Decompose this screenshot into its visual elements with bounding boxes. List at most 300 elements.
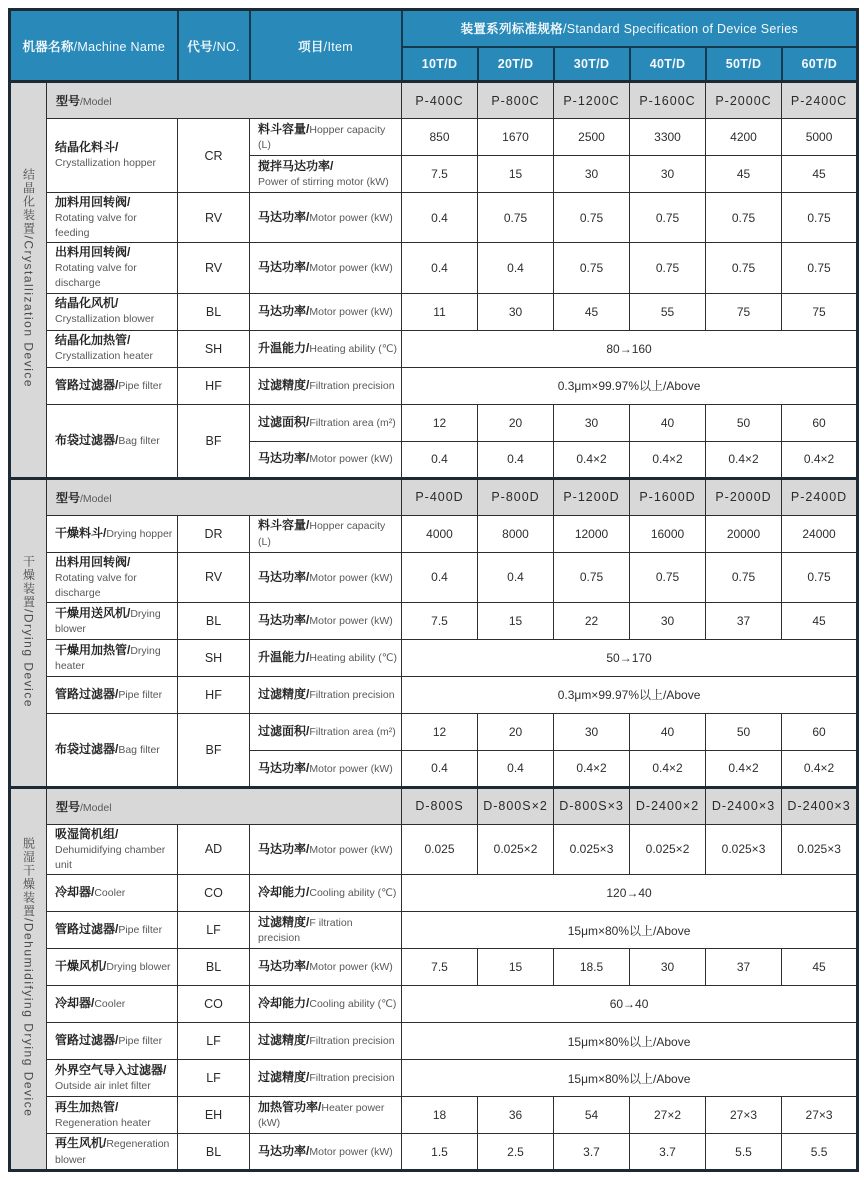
value-cell: 20 [478,404,554,441]
value-cell: 55 [630,293,706,330]
item-cell [250,441,402,478]
item-label-en: Filtration area (m²) [309,726,396,739]
model-label-en: /Model [80,801,112,814]
model-label-zh: 型号 [56,799,81,814]
machine-name-cell [47,330,178,367]
item-cell [250,750,402,787]
value-cell: 0.4×2 [630,441,706,478]
machine-name-zh: 出料用回转阀/ [55,245,131,260]
value-cell: 850 [402,119,478,156]
value-cell: 50 [706,404,782,441]
value-cell: 45 [706,156,782,193]
value-cell: 0.025×2 [630,824,706,874]
machine-name-cell [47,875,178,912]
machine-name-en: Crystallization blower [55,313,155,326]
model-row [10,787,858,824]
table-row [10,293,858,330]
machine-code-cell: BF [178,404,250,478]
machine-name-en: Drying heater [55,644,161,672]
model-cell: D-2400×3 [706,787,782,824]
machine-name-zh: 管路过滤器/ [55,922,119,937]
table-row [10,243,858,293]
value-cell: 27×3 [706,1097,782,1134]
table-row [10,986,858,1023]
item-label-zh: 冷却能力/ [258,996,310,1011]
series-column-header: 40T/D [630,47,706,82]
machine-name-zh: 冷却器/ [55,996,95,1011]
value-cell: 2500 [554,119,630,156]
model-cell: P-400D [402,478,478,515]
value-cell: 27×3 [782,1097,858,1134]
machine-name-en: Rotating valve for discharge [55,262,137,290]
header-machine-name-en: /Machine Name [73,39,166,54]
value-cell: 0.4×2 [630,750,706,787]
machine-name-zh: 冷却器/ [55,885,95,900]
item-cell [250,1023,402,1060]
machine-name-zh: 干燥用加热管/ [55,642,131,657]
item-label-en: Motor power (kW) [309,615,393,628]
item-label-en: Motor power (kW) [309,1145,393,1158]
spec-table [8,8,859,1172]
value-cell: 0.75 [782,243,858,293]
item-label-en: Hopper capacity (L) [258,520,386,548]
item-label-zh: 过滤精度/ [258,1033,310,1048]
section-side-strip [10,82,47,479]
value-cell: 40 [630,713,706,750]
model-label-cell [47,787,402,824]
value-cell: 30 [554,404,630,441]
header-machine-name [10,10,178,82]
value-cell: 3300 [630,119,706,156]
value-cell: 0.4×2 [706,750,782,787]
machine-name-cell [47,404,178,478]
machine-code-cell: HF [178,367,250,404]
machine-code-cell: RV [178,552,250,602]
machine-name-en: Drying hopper [106,527,173,540]
value-cell: 0.4 [478,441,554,478]
table-row [10,515,858,552]
value-cell: 0.75 [706,552,782,602]
value-cell: 0.75 [782,193,858,243]
model-cell: P-2400D [782,478,858,515]
item-label-en: Motor power (kW) [309,762,393,775]
machine-name-zh: 出料用回转阀/ [55,554,131,569]
machine-name-cell [47,639,178,676]
model-cell: P-1200D [554,478,630,515]
table-row [10,639,858,676]
value-cell: 5.5 [782,1134,858,1171]
machine-code-cell: CO [178,875,250,912]
item-label-en: Filtration precision [309,689,395,702]
value-cell: 75 [706,293,782,330]
item-label-en: Motor power (kW) [309,212,393,225]
model-cell: P-1200C [554,82,630,119]
table-row [10,875,858,912]
header-no-zh: 代号 [187,39,213,54]
value-cell: 2.5 [478,1134,554,1171]
machine-code-cell: RV [178,243,250,293]
item-cell [250,156,402,193]
machine-code-cell: BL [178,1134,250,1171]
machine-code-cell: RV [178,193,250,243]
value-cell: 5000 [782,119,858,156]
item-cell [250,552,402,602]
value-cell: 18 [402,1097,478,1134]
value-cell: 37 [706,602,782,639]
header-item [250,10,402,82]
machine-code-cell: HF [178,676,250,713]
model-label-en: /Model [80,492,112,505]
value-cell: 0.4×2 [554,441,630,478]
merged-value-cell: 0.3μm×99.97%以上/Above [402,367,858,404]
merged-value-cell: 15μm×80%以上/Above [402,912,858,949]
value-cell: 0.4 [478,552,554,602]
header-series-title-zh: 装置系列标准规格 [460,22,563,37]
value-cell: 50 [706,713,782,750]
item-cell [250,639,402,676]
value-cell: 0.4 [402,243,478,293]
value-cell: 12 [402,404,478,441]
machine-name-en: Crystallization heater [55,350,154,363]
table-row [10,1134,858,1171]
value-cell: 75 [782,293,858,330]
value-cell: 0.4 [402,750,478,787]
item-cell [250,1060,402,1097]
item-cell [250,404,402,441]
machine-code-cell: BL [178,949,250,986]
machine-name-cell [47,515,178,552]
machine-name-cell [47,1060,178,1097]
item-cell [250,986,402,1023]
value-cell: 0.75 [630,243,706,293]
machine-name-zh: 干燥用送风机/ [55,605,131,620]
machine-code-cell: CR [178,119,250,193]
value-cell: 0.4×2 [706,441,782,478]
machine-name-en: Rotating valve for feeding [55,212,137,240]
value-cell: 0.025 [402,824,478,874]
item-label-en: Heating ability (℃) [309,652,398,665]
item-cell [250,330,402,367]
value-cell: 0.025×3 [706,824,782,874]
machine-name-cell [47,1097,178,1134]
value-cell: 0.025×3 [782,824,858,874]
model-row [10,478,858,515]
machine-name-en: Cooler [94,887,126,900]
machine-name-zh: 再生加热管/ [55,1099,119,1114]
value-cell: 15 [478,602,554,639]
machine-name-en: Bag filter [118,434,160,447]
table-row [10,676,858,713]
item-cell [250,676,402,713]
table-row [10,1023,858,1060]
merged-value-cell: 15μm×80%以上/Above [402,1060,858,1097]
item-label-zh: 搅拌马达功率/ [258,158,334,173]
item-label-zh: 过滤面积/ [258,724,310,739]
value-cell: 0.4 [478,243,554,293]
model-cell: P-1600D [630,478,706,515]
merged-value-cell: 120→40 [402,875,858,912]
value-cell: 27×2 [630,1097,706,1134]
value-cell: 0.4×2 [782,441,858,478]
item-label-en: Motor power (kW) [309,262,393,275]
machine-name-en: Bag filter [118,744,160,757]
machine-code-cell: CO [178,986,250,1023]
table-row [10,713,858,750]
model-cell: D-800S [402,787,478,824]
item-label-zh: 料斗容量/ [258,518,310,533]
machine-name-cell [47,367,178,404]
machine-name-cell [47,602,178,639]
item-label-en: Cooling ability (℃) [309,998,397,1011]
value-cell: 22 [554,602,630,639]
header-no [178,10,250,82]
item-cell [250,824,402,874]
machine-name-cell [47,949,178,986]
item-label-zh: 马达功率/ [258,260,310,275]
machine-code-cell: AD [178,824,250,874]
item-label-zh: 马达功率/ [258,569,310,584]
value-cell: 30 [630,156,706,193]
value-cell: 1670 [478,119,554,156]
model-cell: D-800S×2 [478,787,554,824]
item-cell [250,602,402,639]
value-cell: 7.5 [402,156,478,193]
table-row [10,912,858,949]
series-column-header: 30T/D [554,47,630,82]
item-label-zh: 过滤精度/ [258,377,310,392]
value-cell: 37 [706,949,782,986]
machine-name-zh: 管路过滤器/ [55,687,119,702]
header-no-en: /NO. [212,39,240,54]
value-cell: 30 [554,156,630,193]
item-label-en: Motor power (kW) [309,453,393,466]
merged-value-cell: 15μm×80%以上/Above [402,1023,858,1060]
item-label-en: Motor power (kW) [309,843,393,856]
machine-code-cell: BF [178,713,250,787]
section-side-strip [10,478,47,787]
item-label-zh: 过滤精度/ [258,914,310,929]
model-cell: P-2000D [706,478,782,515]
machine-name-cell [47,713,178,787]
value-cell: 0.75 [554,552,630,602]
table-row [10,404,858,441]
header-series-title [402,10,858,47]
value-cell: 20000 [706,515,782,552]
value-cell: 5.5 [706,1134,782,1171]
machine-name-cell [47,1134,178,1171]
machine-name-zh: 再生风机/ [55,1136,107,1151]
item-label-zh: 冷却能力/ [258,885,310,900]
machine-code-cell: LF [178,1060,250,1097]
item-label-zh: 马达功率/ [258,210,310,225]
item-label-en: Filtration precision [309,1072,395,1085]
machine-code-cell: EH [178,1097,250,1134]
series-column-header: 10T/D [402,47,478,82]
value-cell: 0.4 [402,193,478,243]
value-cell: 7.5 [402,602,478,639]
machine-name-zh: 结晶化加热管/ [55,333,131,348]
machine-name-cell [47,193,178,243]
table-row [10,949,858,986]
merged-value-cell: 50→170 [402,639,858,676]
machine-name-zh: 吸湿筒机组/ [55,826,119,841]
series-column-header: 50T/D [706,47,782,82]
section-side-strip [10,787,47,1170]
item-label-en: F iltration precision [258,916,353,944]
machine-name-en: Crystallization hopper [55,157,156,170]
table-row [10,193,858,243]
model-cell: D-800S×3 [554,787,630,824]
item-label-en: Filtration precision [309,1035,395,1048]
series-column-header: 20T/D [478,47,554,82]
value-cell: 30 [478,293,554,330]
value-cell: 8000 [478,515,554,552]
model-label-zh: 型号 [56,94,81,108]
model-label-en: /Model [80,96,112,108]
machine-code-cell: DR [178,515,250,552]
machine-name-zh: 加料用回转阀/ [55,195,131,209]
machine-code-cell: LF [178,1023,250,1060]
section-side-label: 结晶化装置/Crystallization Device [21,168,36,389]
item-label-en: Heater power (kW) [258,1101,385,1129]
item-cell [250,1097,402,1134]
value-cell: 3.7 [630,1134,706,1171]
value-cell: 0.75 [554,243,630,293]
value-cell: 7.5 [402,949,478,986]
item-label-en: Hopper capacity (L) [258,123,386,151]
section-side-label: 脱湿干燥装置/Dehumidifying Drying Device [21,837,36,1118]
machine-code-cell: SH [178,330,250,367]
item-label-zh: 马达功率/ [258,841,310,856]
model-cell: D-2400×2 [630,787,706,824]
table-row [10,1097,858,1134]
item-label-en: Cooling ability (℃) [309,887,397,900]
item-cell [250,912,402,949]
value-cell: 4000 [402,515,478,552]
item-cell [250,367,402,404]
machine-code-cell: BL [178,602,250,639]
value-cell: 0.025×3 [554,824,630,874]
item-label-en: Heating ability (℃) [309,342,398,355]
machine-code-cell: LF [178,912,250,949]
header-machine-name-zh: 机器名称 [22,39,74,54]
machine-name-zh: 结晶化料斗/ [55,140,119,155]
machine-name-zh: 干燥风机/ [55,959,107,974]
item-label-zh: 升温能力/ [258,650,310,665]
item-label-en: Motor power (kW) [309,305,393,318]
value-cell: 0.75 [630,552,706,602]
item-label-zh: 过滤面积/ [258,414,310,429]
model-cell: P-400C [402,82,478,119]
machine-name-en: Regeneration heater [55,1116,151,1129]
machine-name-en: Drying blower [55,607,161,635]
machine-name-cell [47,1023,178,1060]
item-label-en: Motor power (kW) [309,961,393,974]
machine-name-cell [47,119,178,193]
item-label-zh: 马达功率/ [258,613,310,628]
table-row [10,602,858,639]
machine-name-en: Dehumidifying chamber unit [55,843,166,871]
header-series-title-en: /Standard Specification of Device Series [562,22,799,37]
value-cell: 45 [554,293,630,330]
machine-name-cell [47,824,178,874]
item-cell [250,949,402,986]
value-cell: 45 [782,949,858,986]
machine-name-zh: 布袋过滤器/ [55,742,119,757]
machine-name-en: Pipe filter [118,379,163,392]
header-item-zh: 项目 [298,39,324,54]
machine-name-en: Drying blower [106,961,171,974]
item-cell [250,515,402,552]
machine-name-en: Rotating valve for discharge [55,571,137,599]
model-label-cell [47,82,402,119]
value-cell: 15 [478,156,554,193]
section-side-label: 干燥装置/Drying Device [21,554,36,708]
item-label-zh: 马达功率/ [258,1143,310,1158]
item-label-en: Motor power (kW) [309,571,393,584]
item-label-zh: 升温能力/ [258,340,310,355]
table-row [10,552,858,602]
machine-name-zh: 管路过滤器/ [55,1033,119,1048]
merged-value-cell: 80→160 [402,330,858,367]
value-cell: 0.4×2 [554,750,630,787]
table-row [10,330,858,367]
model-cell: P-2000C [706,82,782,119]
value-cell: 0.75 [630,193,706,243]
item-label-zh: 加热管功率/ [258,1099,322,1114]
machine-name-en: Regeneration blower [55,1138,170,1166]
machine-code-cell: BL [178,293,250,330]
value-cell: 30 [630,602,706,639]
value-cell: 45 [782,156,858,193]
machine-name-cell [47,986,178,1023]
table-row [10,1060,858,1097]
table-row [10,367,858,404]
machine-name-zh: 结晶化风机/ [55,296,119,311]
machine-name-cell [47,676,178,713]
item-label-zh: 过滤精度/ [258,1070,310,1085]
value-cell: 1.5 [402,1134,478,1171]
value-cell: 12 [402,713,478,750]
item-cell [250,193,402,243]
value-cell: 0.4 [402,441,478,478]
value-cell: 20 [478,713,554,750]
merged-value-cell: 0.3μm×99.97%以上/Above [402,676,858,713]
value-cell: 40 [630,404,706,441]
item-label-zh: 马达功率/ [258,959,310,974]
value-cell: 18.5 [554,949,630,986]
machine-name-zh: 管路过滤器/ [55,377,119,392]
value-cell: 4200 [706,119,782,156]
machine-name-cell [47,293,178,330]
machine-name-en: Pipe filter [118,924,163,937]
value-cell: 15 [478,949,554,986]
value-cell: 0.4 [402,552,478,602]
model-label-cell [47,478,402,515]
value-cell: 11 [402,293,478,330]
item-cell [250,119,402,156]
machine-name-en: Cooler [94,998,126,1011]
item-label-zh: 马达功率/ [258,303,310,318]
item-cell [250,293,402,330]
value-cell: 0.75 [478,193,554,243]
machine-name-cell [47,552,178,602]
value-cell: 0.75 [782,552,858,602]
item-label-en: Filtration precision [309,379,395,392]
item-label-en: Filtration area (m²) [309,416,396,429]
header-item-en: /Item [323,39,353,54]
merged-value-cell: 60→40 [402,986,858,1023]
